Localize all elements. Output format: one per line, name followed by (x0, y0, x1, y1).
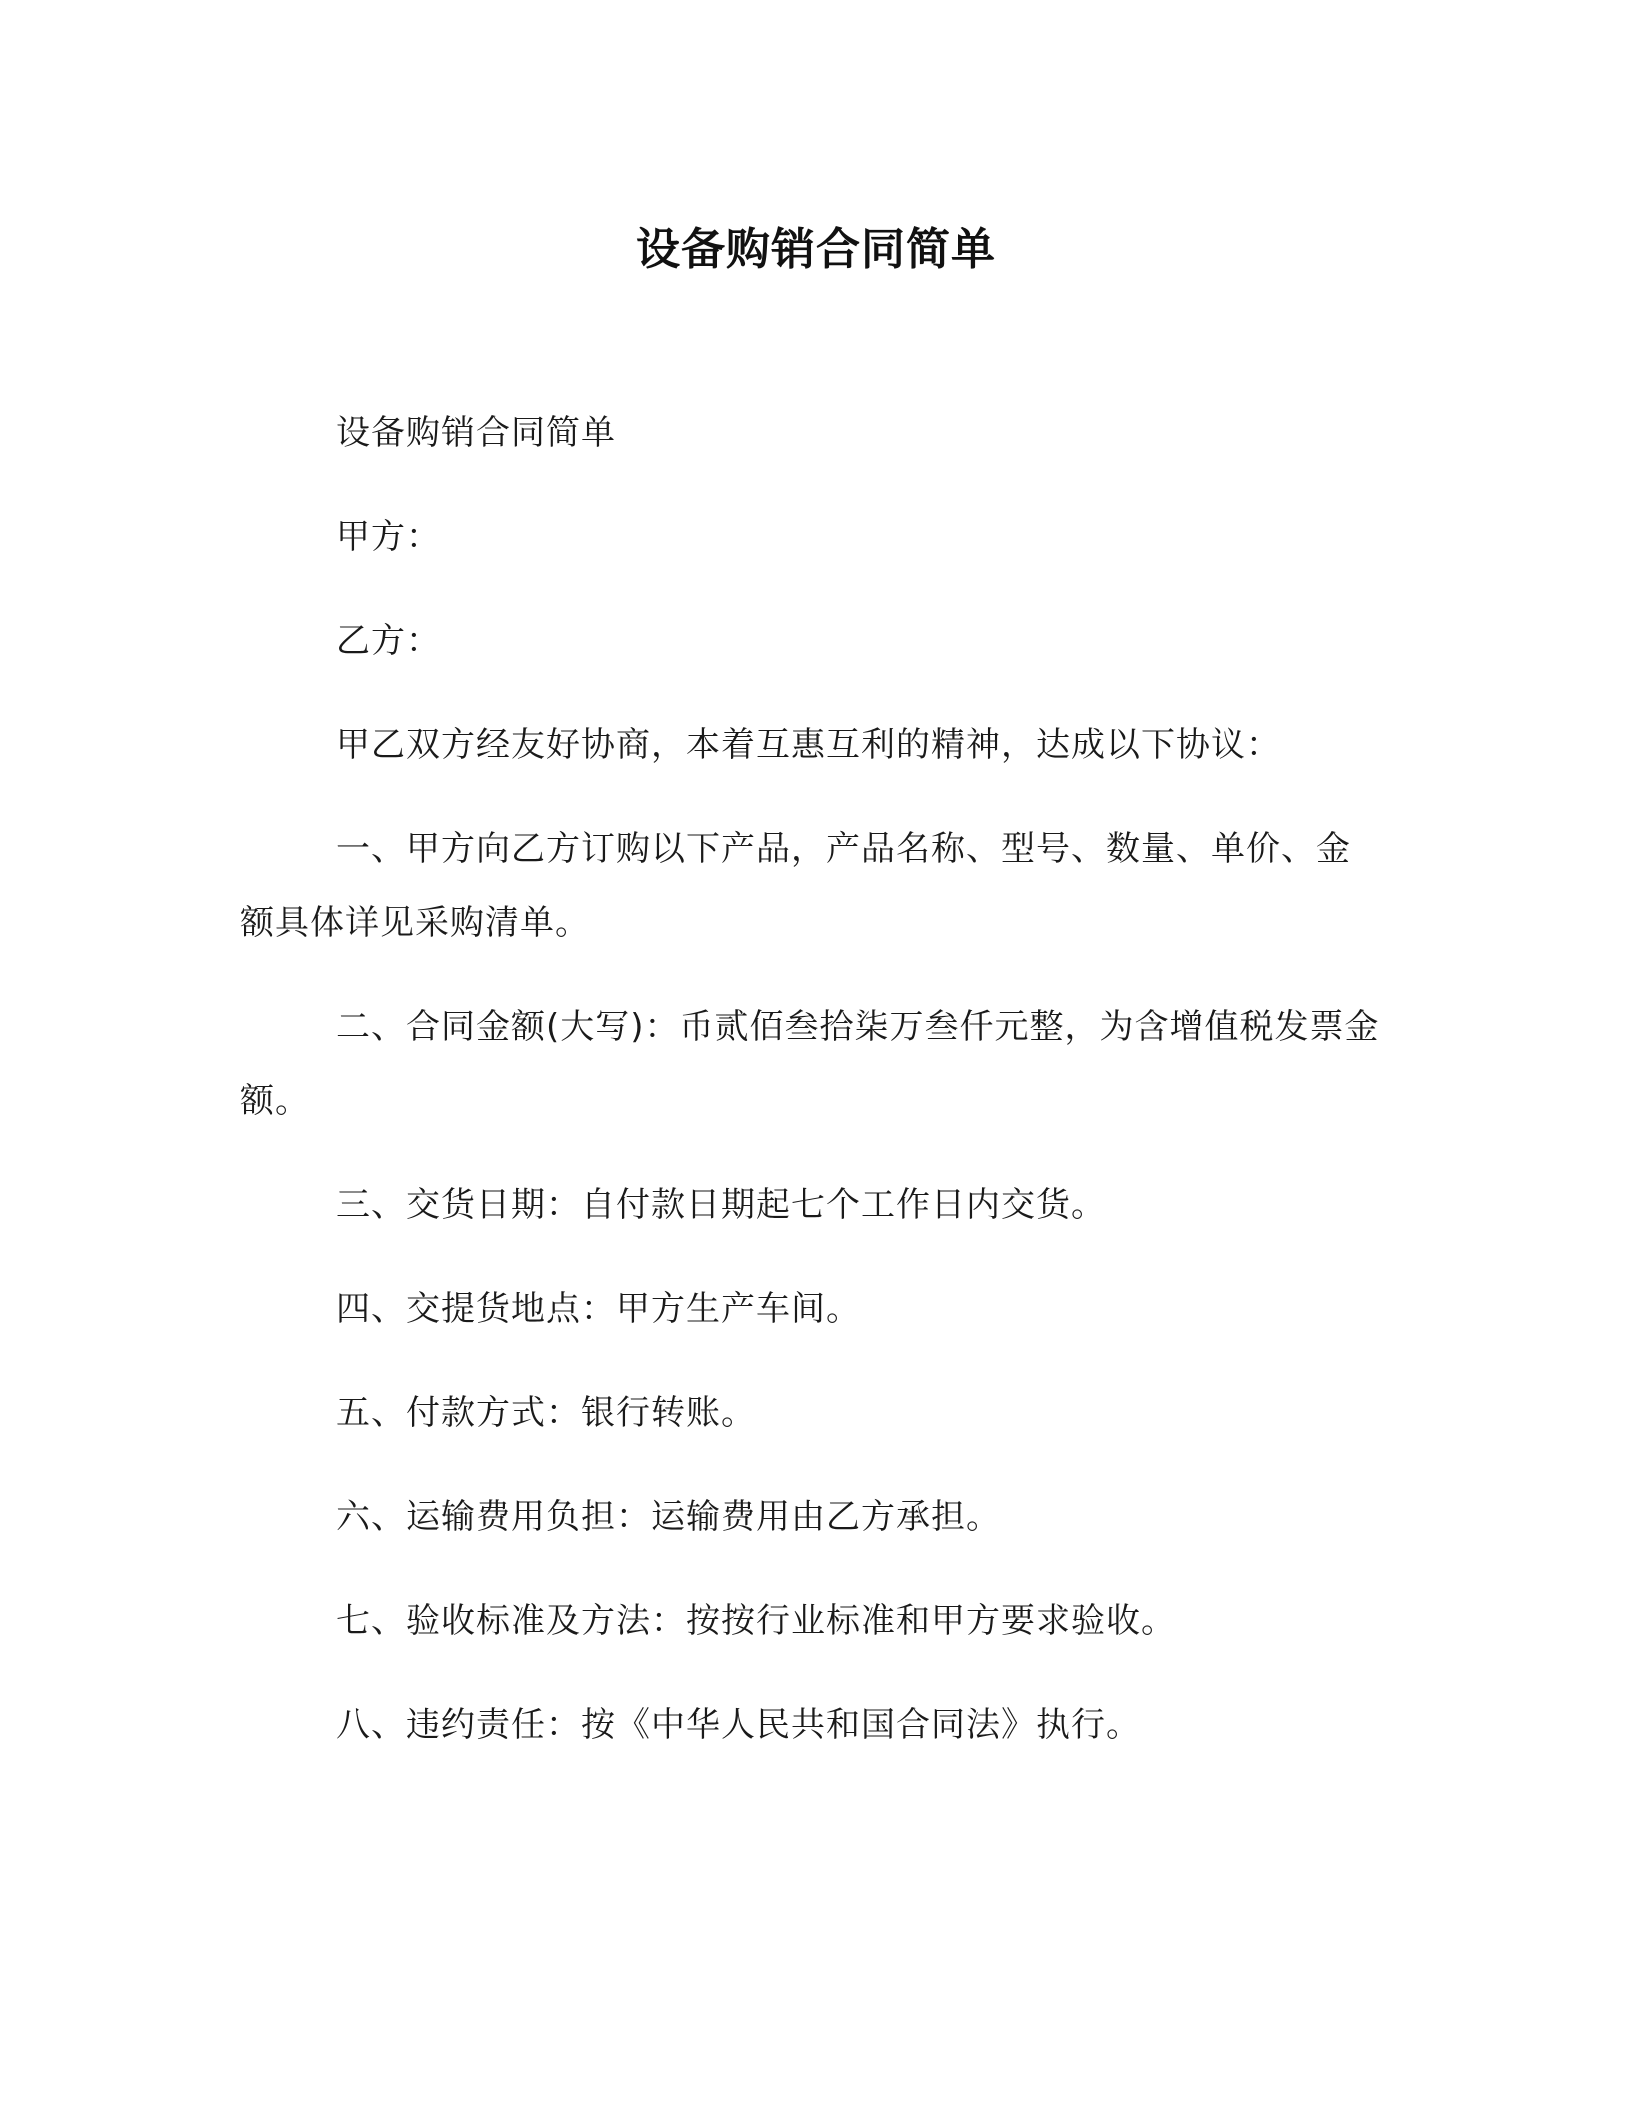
document-body (240, 396, 1380, 1792)
clause-1: 一、甲方向乙方订购以下产品，产品名称、型号、数量、单价、金额具体详见采购清单。 (240, 829, 1351, 943)
clause-6: 六、运输费用负担：运输费用由乙方承担。 (336, 1497, 1001, 1537)
clause-8: 八、违约责任：按《中华人民共和国合同法》执行。 (336, 1705, 1141, 1745)
clause-2: 二、合同金额(大写)：币贰佰叁拾柒万叁仟元整，为含增值税发票金额。 (240, 1007, 1380, 1121)
paragraph-party-a: 甲方： (336, 517, 441, 557)
clause-5: 五、付款方式：银行转账。 (336, 1393, 756, 1433)
paragraph-party-b: 乙方： (336, 621, 441, 661)
document-title: 设备购销合同简单 (636, 224, 996, 275)
clause-4: 四、交提货地点：甲方生产车间。 (336, 1289, 861, 1329)
paragraph-subtitle: 设备购销合同简单 (336, 413, 616, 453)
paragraph-preamble: 甲乙双方经友好协商，本着互惠互利的精神，达成以下协议： (336, 725, 1281, 765)
clause-3: 三、交货日期：自付款日期起七个工作日内交货。 (336, 1185, 1106, 1225)
clause-7: 七、验收标准及方法：按按行业标准和甲方要求验收。 (336, 1601, 1176, 1641)
